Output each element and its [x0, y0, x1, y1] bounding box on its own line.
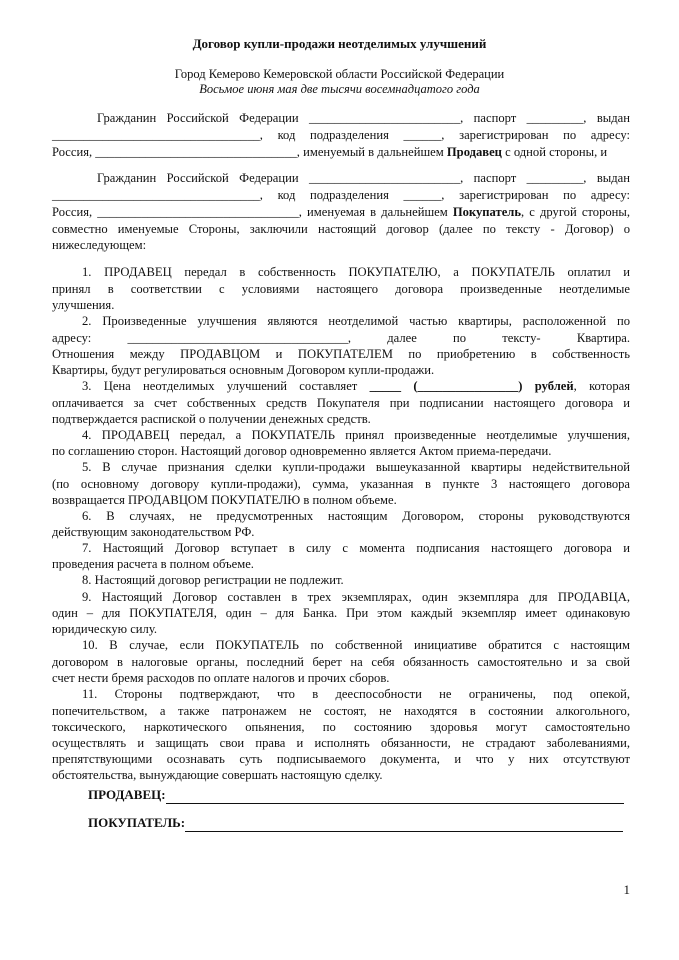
clause-1-line-1: 1. ПРОДАВЕЦ передал в собственность ПОКУПАТЕЛЮ, а ПОКУПАТЕЛЬ оплатил и — [82, 265, 630, 279]
clause-2-line-2: адресу: ___________________________________, далее по тексту- Квартира. — [52, 331, 630, 345]
clause-10-line-3: счет нести бремя расходов по оплате налогов и прочих сборов. — [52, 671, 390, 685]
clause-5-line-1: 5. В случае признания сделки купли-продажи вышеуказанной квартиры недействительной — [82, 460, 630, 474]
clause-10-line-2: договором в налоговые органы, последний берет на себя обязанность самостоятельно и за свой — [52, 655, 630, 669]
clause-7-line-2: проведения расчета в полном объеме. — [52, 557, 254, 571]
clause-7-line-1: 7. Настоящий Договор вступает в силу с момента подписания настоящего договора и — [82, 541, 630, 555]
clause-8-line-1: 8. Настоящий договор регистрации не подлежит. — [82, 573, 344, 587]
clause-3-line-3: подтверждается распиской о получении денежных средств. — [52, 412, 371, 426]
document-title: Договор купли-продажи неотделимых улучшений — [192, 36, 487, 51]
clause-3-line-1-pre: 3. Цена неотделимых улучшений составляет — [82, 379, 370, 393]
buyer-line-3 — [52, 205, 630, 220]
clause-11-line-2: попечительством, а также патронажем не состоят, не находятся в состоянии алкогольного, — [52, 704, 630, 718]
seller-signature-line — [166, 787, 624, 804]
clause-5-line-3: возвращается ПРОДАВЦОМ ПОКУПАТЕЛЮ в полном объеме. — [52, 493, 397, 507]
clause-3-line-1-post: , которая — [573, 379, 630, 393]
buyer-line-3-post: , с другой стороны, — [521, 205, 631, 219]
clause-11-line-6: обстоятельства, вынуждающие совершать настоящую сделку. — [52, 768, 383, 782]
clause-6-line-2: действующим законодательством РФ. — [52, 525, 255, 539]
clause-1-line-2: принял в соответствии с условиями настоящего договора произведенные неотделимые — [52, 282, 630, 296]
clause-11-line-4: осуществлять и защищать свои права и исполнять обязанности, не страдают заболеваниями, — [52, 736, 630, 750]
buyer-role: Покупатель — [452, 205, 522, 219]
clause-11-line-5: препятствующими осознавать суть подписываемого документа, и что у них отсутствуют — [52, 752, 630, 766]
clause-2-line-4: Квартиры, будут регулироваться основным Договором купли-продажи. — [52, 363, 435, 377]
seller-signature-label: ПРОДАВЕЦ: — [88, 787, 166, 802]
clause-2-line-1: 2. Произведенные улучшения являются неотделимой частью квартиры, расположенной по — [82, 314, 630, 328]
buyer-line-4: совместно именуемые Стороны, заключили настоящий договор (далее по тексту - Договор) о — [52, 222, 630, 236]
buyer-line-1: Гражданин Российской Федерации ________________________, паспорт _________, выдан — [97, 171, 630, 185]
document-city: Город Кемерово Кемеровской области Российской Федерации — [174, 67, 505, 81]
seller-line-3 — [52, 145, 630, 160]
buyer-line-3-pre: Россия, ________________________________, именуемая в дальнейшем — [52, 205, 453, 219]
page-number: 1 — [623, 882, 630, 897]
buyer-signature — [88, 815, 630, 832]
clause-5-line-2: (по основному договору купли-продажи), сумма, указанная в пункте 3 настоящего договора — [52, 477, 630, 491]
document-date: Восьмое июня мая две тысячи восемнадцатого года — [199, 82, 480, 96]
seller-line-1: Гражданин Российской Федерации ________________________, паспорт _________, выдан — [97, 111, 630, 125]
clause-3-line-2: оплачивается за счет собственных средств Покупателя при подписании настоящего договора и — [52, 396, 630, 410]
price-field: _____ (________________) рублей — [369, 379, 574, 393]
clause-4-line-1: 4. ПРОДАВЕЦ передал, а ПОКУПАТЕЛЬ принял произведенные неотделимые улучшения, — [82, 428, 630, 442]
clause-1-line-3: улучшения. — [52, 298, 115, 312]
buyer-signature-line — [185, 815, 623, 832]
clause-2-line-3: Отношения между ПРОДАВЦОМ и ПОКУПАТЕЛЕМ по приобретению в собственность — [52, 347, 630, 361]
clause-10-line-1: 10. В случае, если ПОКУПАТЕЛЬ по собственной инициативе обратится с настоящим — [82, 638, 630, 652]
seller-signature — [88, 787, 630, 804]
seller-line-3-post: с одной стороны, и — [501, 145, 608, 159]
clause-11-line-1: 11. Стороны подтверждают, что в дееспособности не ограничены, под опекой, — [82, 687, 630, 701]
buyer-line-2: _________________________________, код подразделения ______, зарегистрирован по адресу: — [52, 188, 630, 202]
buyer-line-5: нижеследующем: — [52, 238, 147, 252]
clause-11-line-3: токсического, наркотического опьянения, по состоянию здоровья могут самостоятельно — [52, 720, 630, 734]
buyer-signature-label: ПОКУПАТЕЛЬ: — [88, 815, 186, 830]
clause-4-line-2: по соглашению сторон. Настоящий договор одновременно является Актом приема-передачи. — [52, 444, 552, 458]
clause-9-line-1: 9. Настоящий Договор составлен в трех экземплярах, один экземпляра для ПРОДАВЦА, — [82, 590, 630, 604]
clause-9-line-2: один – для ПОКУПАТЕЛЯ, один – для Банка. При этом каждый экземпляр имеет одинаковую — [52, 606, 630, 620]
clause-3-line-1 — [82, 379, 630, 394]
seller-line-2: _________________________________, код подразделения ______, зарегистрирован по адресу: — [52, 128, 630, 142]
clause-6-line-1: 6. В случаях, не предусмотренных настоящим Договором, стороны руководствуются — [82, 509, 630, 523]
seller-line-3-pre: Россия, ________________________________, именуемый в дальнейшем — [52, 145, 447, 159]
clause-9-line-3: юридическую силу. — [52, 622, 158, 636]
seller-role: Продавец — [446, 145, 502, 159]
